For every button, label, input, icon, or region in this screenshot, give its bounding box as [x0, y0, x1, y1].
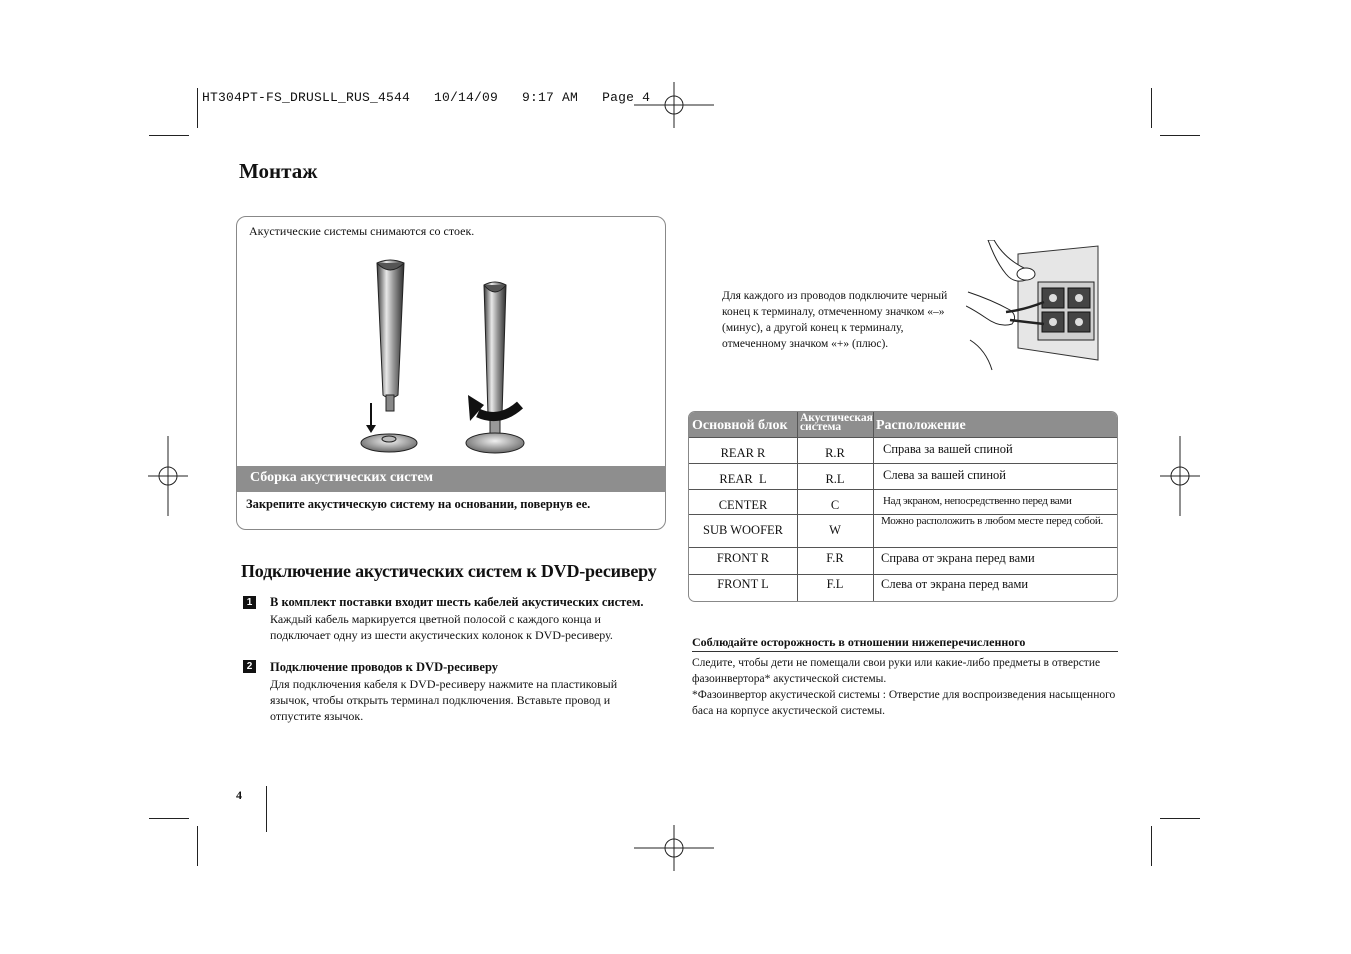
cell-position: Можно расположить в любом месте перед собой. [881, 515, 1104, 527]
cell-unit: SUB WOOFER [703, 523, 783, 537]
assembly-description: Закрепите акустическую систему на основании, повернув ее. [246, 497, 591, 511]
assembly-band-title: Сборка акустических систем [250, 470, 434, 485]
stand-base-right-icon [466, 433, 524, 453]
caution-body [692, 655, 1122, 719]
step-title: В комплект поставки входит шесть кабелей акустических систем. [270, 595, 644, 609]
cell-code: R.L [825, 472, 845, 486]
registration-mark-right-icon [1160, 436, 1200, 516]
caution-line: *Фазоинвертор акустической системы : Отверстие для воспроизведения насыщенного баса на корпусе акустической системы. [692, 689, 1116, 717]
connection-section-title: Подключение акустических систем к DVD-ресиверу [241, 561, 657, 581]
cell-position: Слева за вашей спиной [883, 468, 1006, 482]
header-speaker-line1: Акустическая [800, 412, 873, 424]
cell-unit: FRONT R [716, 551, 770, 565]
cell-code: F.L [826, 577, 844, 591]
speaker-stand-assembly-illustration [350, 255, 540, 460]
connection-note: Для каждого из проводов подключите черный конец к терминалу, отмеченному значком «–» (минус), а другой конец к терминалу, отмеченному значком «+» (плюс). [722, 290, 948, 350]
stand-base-left-icon [361, 434, 417, 452]
speaker-left-icon [377, 260, 404, 411]
cell-position: Справа за вашей спиной [883, 442, 1013, 456]
caution-title: Соблюдайте осторожность в отношении нижеперечисленного [692, 635, 1026, 649]
caution-divider [692, 651, 1118, 652]
cell-code: W [829, 523, 841, 537]
speaker-terminal-illustration [966, 240, 1100, 372]
page-title: Монтаж [239, 159, 318, 183]
cell-code: R.R [825, 446, 845, 460]
cell-code: F.R [826, 551, 844, 565]
registration-mark-top-icon [634, 82, 714, 128]
step-body: Для подключения кабеля к DVD-ресиверу нажмите на пластиковый язычок, чтобы открыть терминал подключения. Вставьте провод и отпустите язычок. [270, 677, 618, 723]
step-body: Каждый кабель маркируется цветной полосой с каждого конца и подключает одну из шести акустических колонок к DVD-ресиверу. [270, 612, 613, 642]
cell-unit: REAR L [719, 472, 767, 486]
caution-line: Следите, чтобы дети не помещали свои руки или какие-либо предметы в отверстие фазоинвертора* акустической системы. [692, 657, 1101, 685]
header-speaker-line2: система [800, 421, 842, 433]
assembly-band [237, 466, 666, 492]
print-slug: HT304PT-FS_DRUSLL_RUS_4544 10/14/09 9:17 AM Page 4 [202, 90, 651, 105]
cell-unit: REAR R [720, 446, 766, 460]
step-title: Подключение проводов к DVD-ресиверу [270, 660, 498, 674]
cell-unit: CENTER [718, 498, 768, 512]
assembly-intro: Акустические системы снимаются со стоек. [249, 224, 475, 238]
step-number-badge: 1 [243, 596, 256, 609]
arrow-down-icon [366, 403, 376, 433]
cell-position: Над экраном, непосредственно перед вами [883, 495, 1072, 507]
registration-mark-bottom-icon [634, 825, 714, 871]
cell-unit: FRONT L [717, 577, 769, 591]
step-number-badge: 2 [243, 660, 256, 673]
table-header [689, 412, 1117, 437]
page-number: 4 [236, 788, 242, 802]
cell-position: Справа от экрана перед вами [881, 551, 1035, 565]
header-unit: Основной блок [692, 418, 788, 433]
header-position: Расположение [876, 418, 966, 433]
cell-position: Слева от экрана перед вами [881, 577, 1029, 591]
cell-code: C [830, 498, 840, 512]
speaker-table [688, 411, 1118, 602]
registration-mark-left-icon [148, 436, 188, 516]
